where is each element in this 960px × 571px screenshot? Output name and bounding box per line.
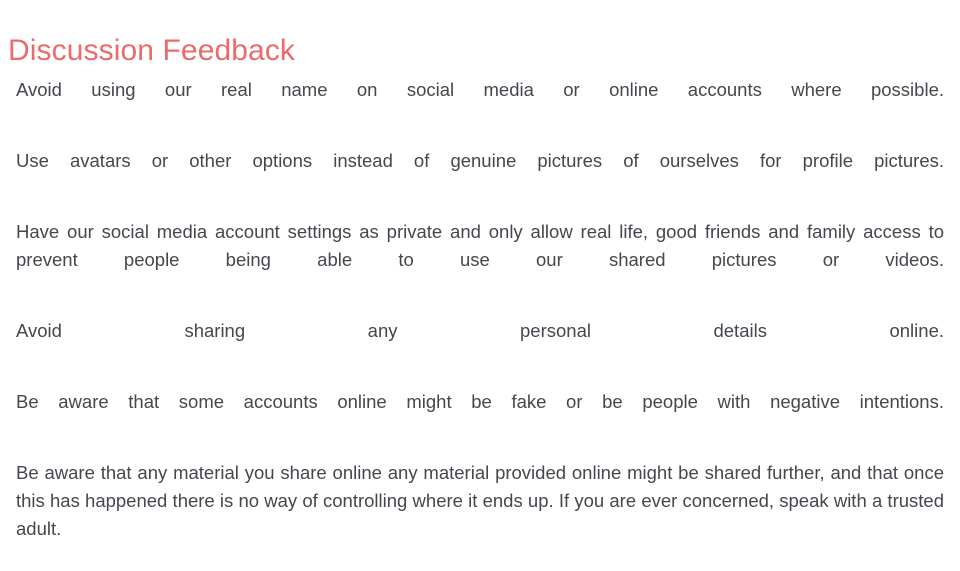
slide-body	[16, 76, 944, 571]
body-paragraph: Have our social media account settings as private and only allow real life, good friends and family access to prevent people being able to use our shared pictures or videos.	[16, 221, 944, 270]
body-paragraph: Use avatars or other options instead of genuine pictures of ourselves for profile pictures.	[16, 150, 944, 171]
body-paragraph: Be aware that any material you share online any material provided online might be shared further, and that once this has happened there is no way of controlling where it ends up. If you are ever concerned, speak with a trusted adult.	[16, 462, 944, 539]
body-paragraph: Avoid using our real name on social media or online accounts where possible.	[16, 79, 944, 100]
body-paragraph: Avoid sharing any personal details online.	[16, 320, 944, 341]
page-title: Discussion Feedback	[8, 34, 296, 68]
body-paragraph: Be aware that some accounts online might be fake or be people with negative intentions.	[16, 391, 944, 412]
